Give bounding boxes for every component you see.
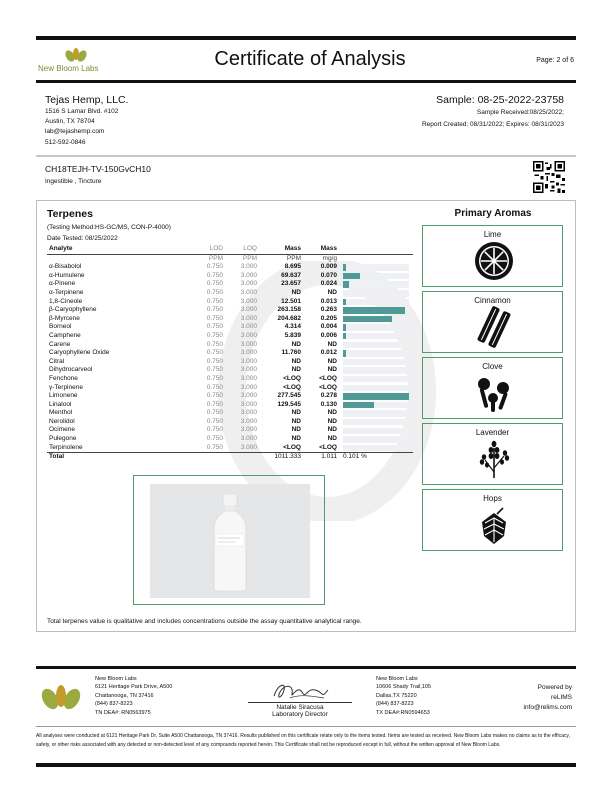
concentration-bar-track [343,264,409,271]
mass-ppm-value: 129.545 [277,400,301,408]
concentration-bar [343,264,346,271]
mass-ppm-value: 12.501 [281,297,301,305]
mass-ppm-value: 8.695 [284,263,301,271]
lod-value: 0.750 [206,409,223,417]
director-title: Laboratory Director [272,711,328,718]
mass-mgg-value: 0.013 [320,297,337,305]
mass-ppm-value: ND [291,417,301,425]
lod-value: 0.750 [206,357,223,365]
lod-value: 0.750 [206,323,223,331]
concentration-bar-cell [337,263,413,272]
mass-mgg-value: ND [327,435,337,443]
table-row [47,272,413,281]
table-row [47,298,413,307]
lod-value: 0.750 [206,331,223,339]
loq-value: 3.000 [240,383,257,391]
table-row [47,349,413,358]
director-name: Natalie Siracusa [248,702,352,711]
sample-id: Sample: 08-25-2022-23758 [436,94,564,106]
total-row [47,453,413,462]
mass-mgg-value: ND [327,340,337,348]
concentration-bar-cell [337,272,413,281]
testing-method: (Testing Method:HS-GC/MS, CON-P-4000) [47,224,171,231]
table-row [47,435,413,444]
concentration-bar [343,307,405,314]
concentration-bar-track [343,385,409,392]
loq-value: 3.000 [240,409,257,417]
clove-icon [473,372,515,414]
concentration-bar-cell [337,358,413,367]
product-type: Ingestible , Tincture [45,178,102,185]
concentration-bar [343,333,346,340]
concentration-bar-cell [337,315,413,324]
mass-mgg-value: ND [327,409,337,417]
lod-value: 0.750 [206,340,223,348]
mass-ppm-value: ND [291,366,301,374]
aroma-label: Cinnamon [474,296,511,305]
table-row [47,323,413,332]
total-label: Total [47,453,185,462]
mass-mgg-value: ND [327,357,337,365]
lab2-city: Dallas,TX 75220 [376,692,417,699]
analyte-name: Pulegone [49,435,77,443]
mass-ppm-value: ND [291,409,301,417]
loq-value: 3.000 [240,392,257,400]
aroma-label: Hops [483,494,502,503]
concentration-bar-cell [337,418,413,427]
unit-mass-ppm: PPM [286,254,301,262]
lab1-phone: (844) 837-8223 [95,701,133,708]
lod-value: 0.750 [206,392,223,400]
lavender-icon [473,438,515,480]
lod-value: 0.750 [206,400,223,408]
concentration-bar-cell [337,401,413,410]
analyte-name: Fenchone [49,374,78,382]
sample-photo-frame [133,475,325,605]
concentration-bar-track [343,359,409,366]
concentration-bar-track [343,333,409,340]
loq-value: 3.000 [240,349,257,357]
unit-mass-mgg: mg/g [322,254,337,262]
lod-value: 0.750 [206,435,223,443]
header-bottom-rule [36,80,576,83]
concentration-bar [343,402,374,409]
mass-ppm-value: 4.314 [284,323,301,331]
analyte-name: Citral [49,357,65,365]
aroma-label: Lavender [475,428,510,437]
analyte-name: Nerolidol [49,417,75,425]
mass-ppm-value: 204.682 [277,314,301,322]
aroma-card-clove [422,357,563,419]
terpenes-table [47,245,413,462]
lod-value: 0.750 [206,297,223,305]
mass-ppm-value: ND [291,435,301,443]
mass-ppm-value: 11.760 [281,349,301,357]
loq-value: 3.000 [240,280,257,288]
concentration-bar-cell [337,384,413,393]
unit-lod: PPM [208,254,223,262]
analyte-name: α-Humulene [49,271,85,279]
analyte-name: Borneol [49,323,72,331]
concentration-bar-track [343,316,409,323]
mass-ppm-value: ND [291,357,301,365]
mass-mgg-value: ND [327,366,337,374]
table-row [47,263,413,272]
analyte-name: Carene [49,340,71,348]
column-header-mass-ppm: Mass [257,245,301,254]
table-row [47,289,413,298]
mass-ppm-value: ND [291,340,301,348]
sample-photo [150,484,310,598]
lab2-name: New Bloom Labs [376,676,418,682]
client-divider [36,155,576,157]
concentration-bar-track [343,273,409,280]
concentration-bar-track [343,376,409,383]
mass-mgg-value: ND [327,288,337,296]
concentration-bar-cell [337,332,413,341]
concentration-bar [343,350,346,357]
report-dates: Report Created: 08/31/2022; Expires: 08/31/2023 [421,121,564,128]
analyte-name: 1,8-Cineole [49,297,83,305]
loq-value: 3.000 [240,297,257,305]
lod-value: 0.750 [206,366,223,374]
mass-ppm-value: 277.545 [277,392,301,400]
lod-value: 0.750 [206,426,223,434]
logo-text: New Bloom Labs [38,64,99,73]
concentration-bar-track [343,428,409,435]
director-signature [260,678,340,704]
concentration-bar-track [343,350,409,357]
powered-by-email[interactable]: info@relims.com [523,704,572,711]
column-header-mass-mgg: Mass [301,245,337,254]
lod-value: 0.750 [206,383,223,391]
lod-value: 0.750 [206,263,223,271]
concentration-bar-track [343,342,409,349]
analyte-name: Limonene [49,392,78,400]
lod-value: 0.750 [206,271,223,279]
concentration-bar-cell [337,289,413,298]
lab1-city: Chattanooga, TN 37416 [95,692,154,699]
loq-value: 3.000 [240,443,257,451]
concentration-bar-track [343,445,409,452]
lime-icon [473,240,515,282]
concentration-bar [343,299,346,306]
total-mass-ppm: 1011.333 [257,453,301,462]
column-header-bar [337,245,413,254]
mass-mgg-value: 0.130 [320,400,337,408]
page-number: Page: 2 of 6 [536,57,574,64]
concentration-bar-cell [337,366,413,375]
mass-mgg-value: ND [327,417,337,425]
lod-value: 0.750 [206,374,223,382]
footer-top-rule [36,666,576,669]
loq-value: 3.000 [240,400,257,408]
concentration-bar-track [343,410,409,417]
lab-address-dallas [376,675,431,717]
concentration-bar-track [343,367,409,374]
loq-value: 3.000 [240,357,257,365]
mass-mgg-value: <LOQ [319,374,337,382]
lod-value: 0.750 [206,443,223,451]
concentration-bar-track [343,402,409,409]
concentration-bar-cell [337,409,413,418]
table-row [47,444,413,453]
concentration-bar-cell [337,444,413,453]
client-name: Tejas Hemp, LLC. [45,94,129,106]
lod-value: 0.750 [206,417,223,425]
concentration-bar-track [343,299,409,306]
mass-mgg-value: 0.006 [320,331,337,339]
concentration-bar [343,316,392,323]
unit-loq: PPM [242,254,257,262]
mass-ppm-value: ND [291,288,301,296]
concentration-bar-track [343,307,409,314]
lod-value: 0.750 [206,349,223,357]
concentration-bar-cell [337,435,413,444]
analyte-name: β-Caryophyllene [49,306,97,314]
terpenes-table-body [47,263,413,453]
hops-icon [473,504,515,546]
column-header-analyte: Analyte [47,245,185,254]
concentration-bar-track [343,419,409,426]
table-row [47,306,413,315]
loq-value: 3.000 [240,263,257,271]
mass-ppm-value: ND [291,426,301,434]
powered-by-label: Powered by [537,684,572,691]
loq-value: 3.000 [240,306,257,314]
cinnamon-icon [473,306,515,348]
mass-ppm-value: <LOQ [283,383,301,391]
table-row [47,392,413,401]
concentration-bar-track [343,290,409,297]
date-tested: Date Tested: 08/25/2022 [47,235,118,242]
terpenes-panel [36,200,576,632]
concentration-bar-cell [337,306,413,315]
concentration-bar-track [343,436,409,443]
lod-value: 0.750 [206,314,223,322]
lab2-phone: (844) 837-8223 [376,701,414,708]
concentration-bar [343,324,346,331]
unit-analyte [47,254,185,263]
client-address-line2: Austin, TX 78704 [45,118,95,125]
legal-disclaimer: All analyses were conducted at 6121 Heritage Park Dr, Suite A500 Chattanooga, TN 37416. Results published on this certificate relate only to the items tested. Items are tested as received. New Bloom Labs makes no claims as to the efficacy, safety, or other risks associated with any detected or non-detected level of any compounds reported herein. This Certificate shall not be reproduced except in full, without the written approval of New Bloom Labs. [36,733,570,748]
analyte-name: γ-Terpinene [49,383,83,391]
terpenes-title: Terpenes [47,208,93,220]
concentration-bar-cell [337,392,413,401]
analyte-name: Menthol [49,409,73,417]
analyte-name: Caryophyllene Oxide [49,349,110,357]
mass-mgg-value: <LOQ [319,443,337,451]
aroma-card-cinnamon [422,291,563,353]
mass-mgg-value: 0.024 [320,280,337,288]
lab1-dea: TN DEA#: RN0563975 [95,709,151,716]
lab1-street: 6121 Heritage Park Drive, A500 [95,684,173,691]
table-row [47,426,413,435]
client-address-line1: 1516 S Lamar Blvd. #102 [45,108,119,115]
powered-by [500,683,572,713]
loq-value: 3.000 [240,323,257,331]
analyte-name: Camphene [49,331,81,339]
concentration-bar-cell [337,349,413,358]
mass-ppm-value: 69.637 [281,271,301,279]
mass-mgg-value: <LOQ [319,383,337,391]
concentration-bar-cell [337,341,413,350]
mass-mgg-value: 0.004 [320,323,337,331]
product-info-block [36,158,576,196]
aroma-label: Lime [483,230,502,239]
mass-mgg-value: 0.278 [320,392,337,400]
table-row [47,409,413,418]
loq-value: 3.000 [240,366,257,374]
mass-mgg-value: 0.009 [320,263,337,271]
table-row [47,384,413,393]
concentration-bar [343,273,360,280]
loq-value: 3.000 [240,331,257,339]
concentration-bar-cell [337,280,413,289]
table-row [47,280,413,289]
mass-ppm-value: 5.839 [284,331,301,339]
qr-code-icon[interactable] [533,161,565,193]
terpenes-disclaimer: Total terpenes value is qualitative and includes concentrations outside the assay quantitative analytical range. [47,618,362,625]
aroma-card-lime [422,225,563,287]
primary-aromas-title: Primary Aromas [454,208,532,219]
analyte-name: Ocimene [49,426,76,434]
table-row [47,375,413,384]
table-row [47,341,413,350]
table-units-row [47,254,413,263]
footer-mid-rule [36,726,576,727]
table-row [47,366,413,375]
analyte-name: Terpinolene [49,443,83,451]
analyte-name: α-Terpinene [49,288,84,296]
total-mass-mgg: 1.011 [301,453,337,462]
mass-ppm-value: 23.657 [281,280,301,288]
document-title: Certificate of Analysis [214,48,406,70]
lod-value: 0.750 [206,288,223,296]
footer-bottom-rule [36,763,576,767]
aroma-label: Clove [482,362,503,371]
mass-mgg-value: 0.263 [320,306,337,314]
mass-mgg-value: 0.070 [320,271,337,279]
mass-ppm-value: 263.158 [277,306,301,314]
loq-value: 3.000 [240,417,257,425]
leaf-logo-icon [64,46,88,62]
product-name: CH18TEJH-TV-150GvCH10 [45,164,151,174]
table-row [47,401,413,410]
loq-value: 3.000 [240,426,257,434]
lab-address-chattanooga [95,675,172,717]
concentration-bar-cell [337,323,413,332]
tincture-bottle-image [210,494,250,592]
header-top-rule [36,36,576,40]
column-header-lod: LOD [185,245,223,254]
concentration-bar-track [343,393,409,400]
mass-mgg-value: 0.205 [320,314,337,322]
loq-value: 3.000 [240,374,257,382]
concentration-bar-cell [337,298,413,307]
mass-ppm-value: <LOQ [283,443,301,451]
table-header-row [47,245,413,254]
sample-received: Sample Received:08/25/2022; [476,109,564,116]
lab2-dea: TX DEA#:RN0594653 [376,709,430,716]
mass-mgg-value: 0.012 [320,349,337,357]
powered-by-brand: reLIMS [551,694,572,701]
lab2-street: 10606 Shady Trail,105 [376,684,432,691]
analyte-name: β-Myrcene [49,314,80,322]
analyte-name: Dihydrocarveol [49,366,93,374]
concentration-bar-cell [337,375,413,384]
concentration-bar [343,393,409,400]
table-row [47,315,413,324]
loq-value: 3.000 [240,314,257,322]
analyte-name: Linalool [49,400,72,408]
table-row [47,418,413,427]
mass-ppm-value: <LOQ [283,374,301,382]
loq-value: 3.000 [240,271,257,279]
concentration-bar [343,281,349,288]
concentration-bar-track [343,281,409,288]
client-info-block [36,92,576,156]
analyte-name: α-Bisabolol [49,263,82,271]
client-email: lab@tejashemp.com [45,128,105,135]
loq-value: 3.000 [240,288,257,296]
client-phone: 512-592-0846 [45,139,86,146]
lod-value: 0.750 [206,306,223,314]
loq-value: 3.000 [240,435,257,443]
column-header-loq: LOQ [223,245,257,254]
loq-value: 3.000 [240,340,257,348]
total-percent: 0.101 % [337,453,413,462]
table-row [47,358,413,367]
aroma-card-hops [422,489,563,551]
aroma-card-lavender [422,423,563,485]
lab-logo [36,46,116,76]
concentration-bar-track [343,324,409,331]
table-row [47,332,413,341]
analyte-name: α-Pinene [49,280,76,288]
mass-mgg-value: ND [327,426,337,434]
footer-leaf-logo-icon [36,682,86,712]
concentration-bar-cell [337,426,413,435]
lab1-name: New Bloom Labs [95,676,137,682]
lod-value: 0.750 [206,280,223,288]
